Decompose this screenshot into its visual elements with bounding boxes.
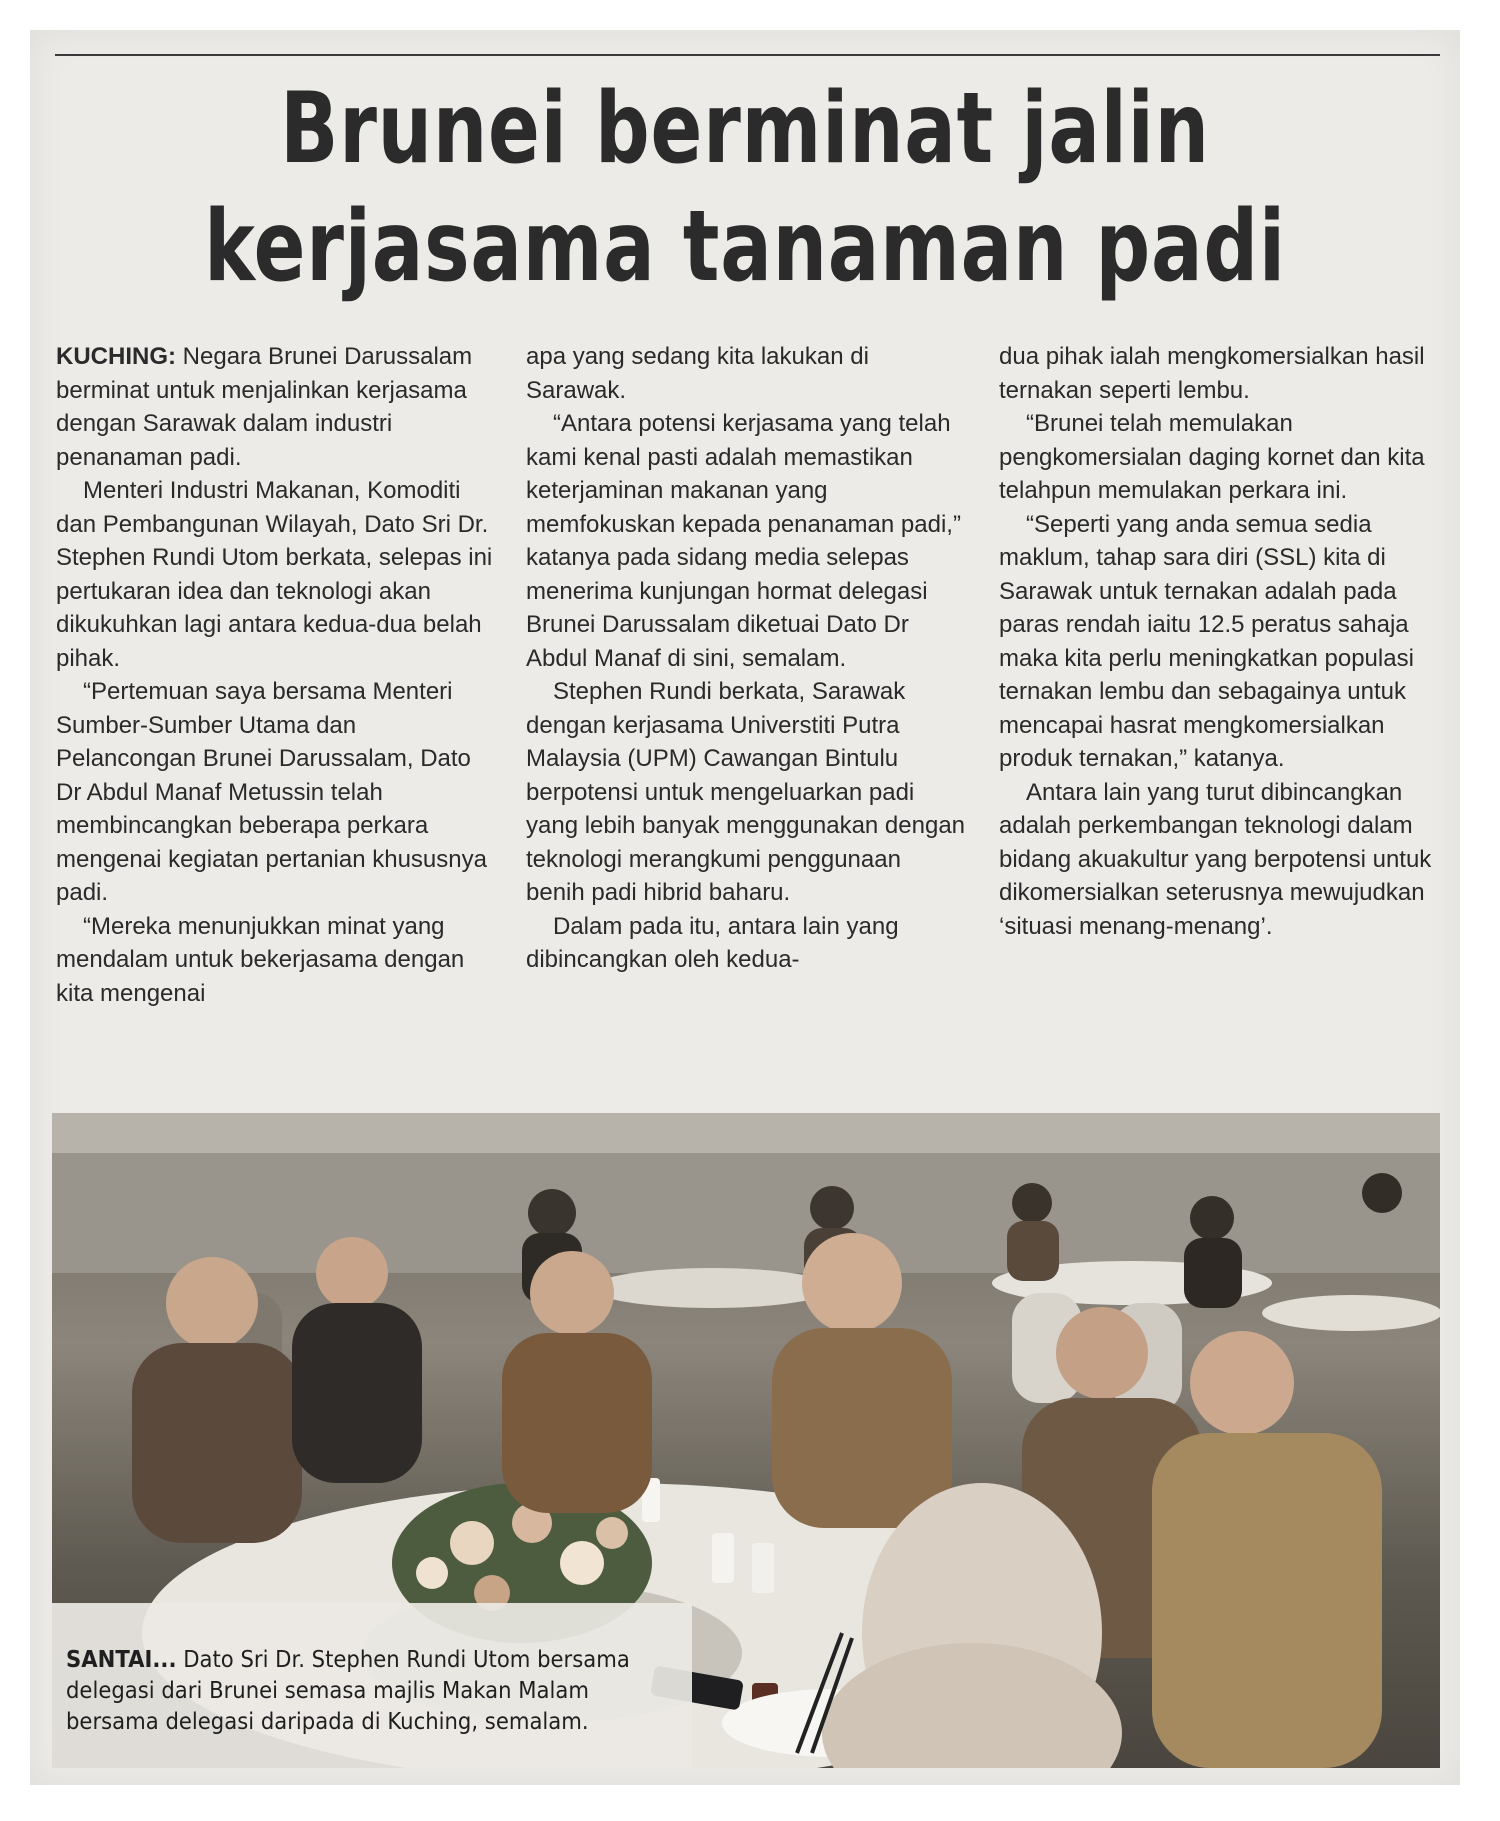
paragraph: dua pihak ialah mengkomersialkan hasil ternakan seperti lembu. <box>999 343 1425 404</box>
caption-lead: SANTAI... <box>66 1647 177 1673</box>
paragraph: “Antara potensi kerjasama yang telah kami kenal pasti adalah memastikan keterjaminan makanan yang memfokuskan kepada penanaman padi,” katanya pada sidang media selepas menerima kunjungan hormat delegasi Brunei Darussalam diketuai Dato Dr Abdul Manaf di sini, semalam. <box>526 410 961 672</box>
paragraph: KUCHING: Negara Brunei Darussalam berminat untuk menjalinkan kerjasama dengan Sarawak dalam industri penanaman padi. <box>56 343 473 471</box>
newspaper-clipping <box>30 30 1460 1785</box>
photo-caption <box>66 1645 655 1738</box>
dateline: KUCHING: <box>56 343 176 370</box>
article-column-1 <box>56 340 496 1010</box>
paragraph: “Seperti yang anda semua sedia maklum, tahap sara diri (SSL) kita di Sarawak untuk ternakan adalah pada paras rendah iaitu 12.5 peratus sahaja maka kita perlu meningkatkan populasi ternakan lembu dan sebagainya untuk mencapai hasrat mengkomersialkan produk ternakan,” katanya. <box>999 510 1414 772</box>
top-rule <box>55 54 1440 56</box>
article-column-3 <box>999 340 1439 943</box>
headline-line-2: kerjasama tanaman padi <box>204 190 1286 304</box>
paragraph: Menteri Industri Makanan, Komoditi dan Pembangunan Wilayah, Dato Sri Dr. Stephen Rundi Utom berkata, selepas ini pertukaran idea dan teknologi akan dikukuhkan lagi antara kedua-dua belah pihak. <box>56 477 493 672</box>
article-column-2 <box>526 340 966 977</box>
paragraph: “Mereka menunjukkan minat yang mendalam untuk bekerjasama dengan kita mengenai <box>56 912 465 1007</box>
paragraph: “Pertemuan saya bersama Menteri Sumber-Sumber Utama dan Pelancongan Brunei Darussalam, Dato Dr Abdul Manaf Metussin telah membincangkan beberapa perkara mengenai kegiatan pertanian khususnya padi. <box>56 678 487 906</box>
headline-line-1: Brunei berminat jalin <box>280 72 1210 186</box>
caption-text: Dato Sri Dr. Stephen Rundi Utom bersama delegasi dari Brunei semasa majlis Makan Malam bersama delegasi daripada di Kuching, semalam. <box>66 1647 630 1735</box>
paragraph: Antara lain yang turut dibincangkan adalah perkembangan teknologi dalam bidang akuakultur yang berpotensi untuk dikomersialkan seterusnya mewujudkan ‘situasi menang-menang’. <box>999 778 1432 940</box>
headline <box>187 70 1302 306</box>
paragraph: Stephen Rundi berkata, Sarawak dengan kerjasama Universtiti Putra Malaysia (UPM) Cawangan Bintulu berpotensi untuk mengeluarkan padi yang lebih banyak menggunakan dengan teknologi merangkumi penggunaan benih padi hibrid baharu. <box>526 678 966 906</box>
paragraph: Dalam pada itu, antara lain yang dibincangkan oleh kedua- <box>526 912 899 973</box>
news-photo <box>52 1113 1440 1768</box>
paragraph: “Brunei telah memulakan pengkomersialan daging kornet dan kita telahpun memulakan perkara ini. <box>999 410 1425 504</box>
article-body <box>56 340 1451 1090</box>
paragraph: apa yang sedang kita lakukan di Sarawak. <box>526 343 869 404</box>
